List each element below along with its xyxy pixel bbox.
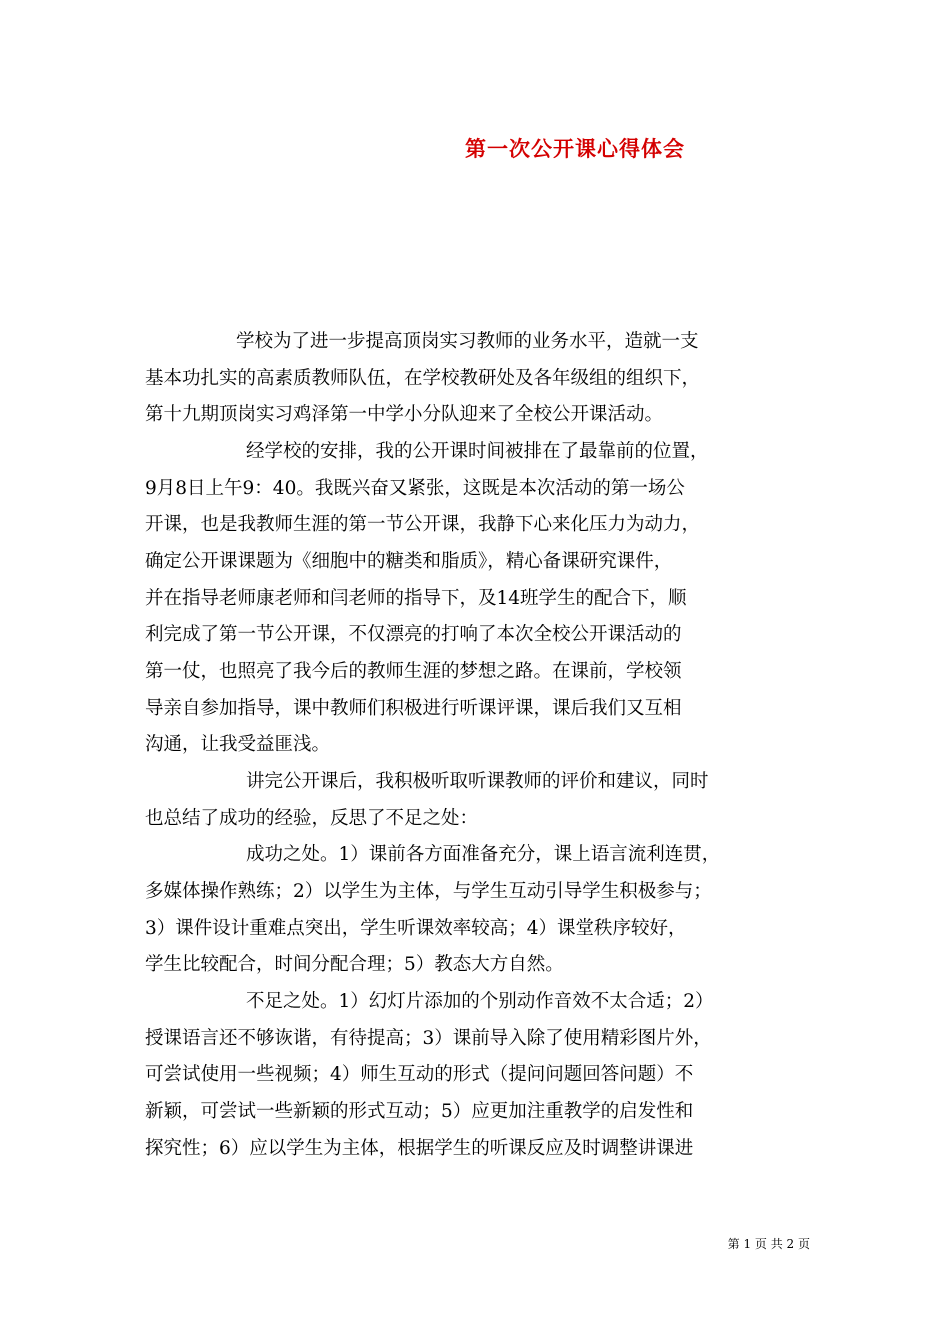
paragraph-line: 学校为了进一步提高顶岗实习教师的业务水平，造就一支 [236, 331, 699, 352]
paragraph-line: 不足之处。1）幻灯片添加的个别动作音效不太合适；2） [246, 991, 714, 1012]
paragraph-line: 多媒体操作熟练；2）以学生为主体，与学生互动引导学生积极参与； [145, 881, 712, 902]
document-title: 第一次公开课心得体会 [465, 137, 685, 161]
paragraph-line: 开课，也是我教师生涯的第一节公开课，我静下心来化压力为动力， [145, 514, 701, 535]
paragraph-line: 确定公开课课题为《细胞中的糖类和脂质》，精心备课研究课件， [145, 551, 673, 572]
paragraph-line: 也总结了成功的经验，反思了不足之处： [145, 808, 479, 829]
paragraph-line: 成功之处。1）课前各方面准备充分，课上语言流利连贯， [246, 844, 721, 865]
paragraph-line: 3）课件设计重难点突出，学生听课效率较高；4）课堂秩序较好， [145, 918, 687, 939]
page-number: 第 1 页 共 2 页 [727, 1237, 810, 1251]
paragraph-line: 第一仗，也照亮了我今后的教师生涯的梦想之路。在课前，学校领 [145, 661, 682, 682]
paragraph-line: 沟通，让我受益匪浅。 [145, 734, 331, 755]
paragraph-line: 讲完公开课后，我积极听取听课教师的评价和建议，同时 [246, 771, 709, 792]
paragraph-line: 第十九期顶岗实习鸡泽第一中学小分队迎来了全校公开课活动。 [145, 404, 664, 425]
paragraph-line: 探究性；6）应以学生为主体，根据学生的听课反应及时调整讲课进 [145, 1138, 694, 1159]
paragraph-line: 学生比较配合，时间分配合理；5）教态大方自然。 [145, 954, 564, 975]
paragraph-line: 导亲自参加指导，课中教师们积极进行听课评课，课后我们又互相 [145, 698, 682, 719]
paragraph-line: 可尝试使用一些视频；4）师生互动的形式（提问问题回答问题）不 [145, 1064, 694, 1085]
paragraph-line: 9月8日上午9：40。我既兴奋又紧张，这既是本次活动的第一场公 [145, 478, 685, 499]
paragraph-line: 基本功扎实的高素质教师队伍，在学校教研处及各年级组的组织下， [145, 368, 701, 389]
paragraph-line: 经学校的安排，我的公开课时间被排在了最靠前的位置， [246, 441, 709, 462]
paragraph-line: 利完成了第一节公开课，不仅漂亮的打响了本次全校公开课活动的 [145, 624, 682, 645]
paragraph-line: 并在指导老师康老师和闫老师的指导下，及14班学生的配合下，顺 [145, 588, 687, 609]
paragraph-line: 新颖，可尝试一些新颖的形式互动；5）应更加注重教学的启发性和 [145, 1101, 694, 1122]
paragraph-line: 授课语言还不够诙谐，有待提高；3）课前导入除了使用精彩图片外， [145, 1028, 712, 1049]
